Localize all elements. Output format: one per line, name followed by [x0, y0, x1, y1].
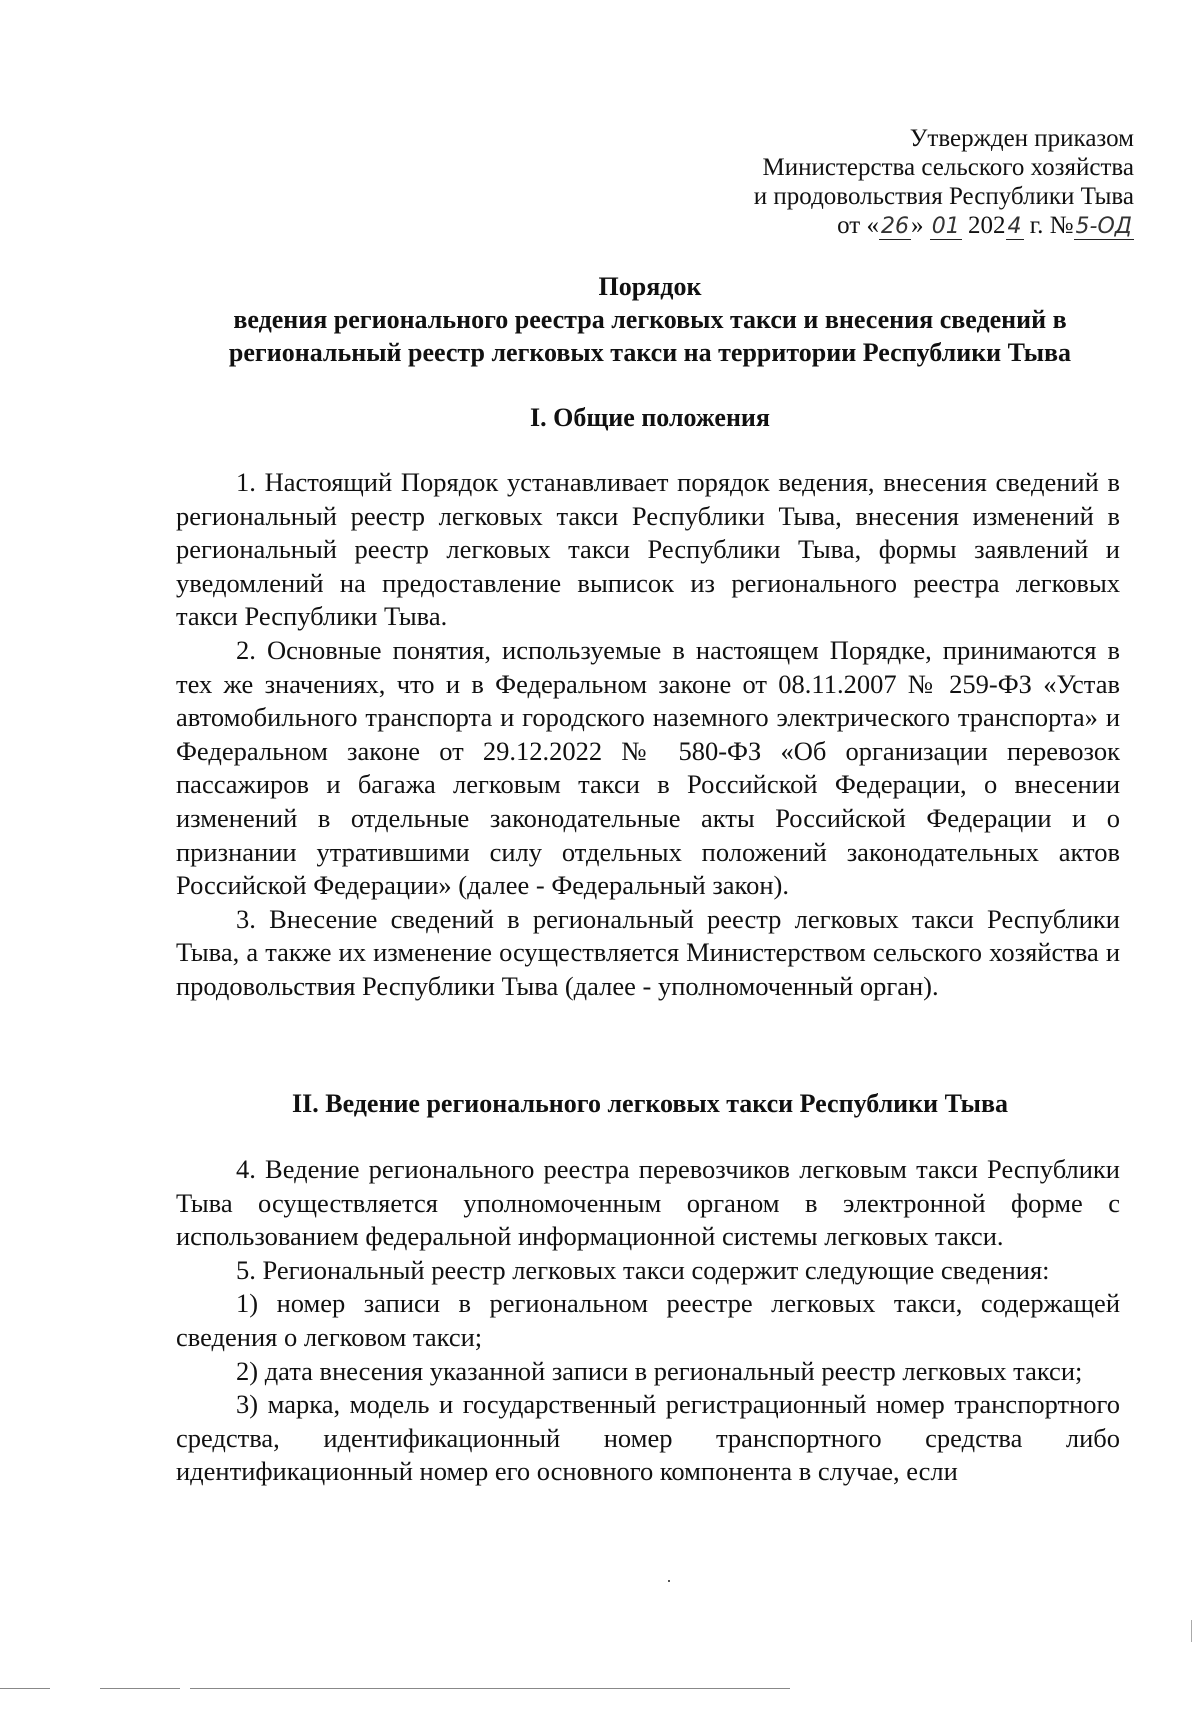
date-mid: »	[911, 212, 924, 239]
date-month: 01	[931, 214, 960, 239]
paragraph: 4. Ведение регионального реестра перевозчиков легковым такси Республики Тыва осуществляется уполномоченным органом в электронной форме с использованием федеральной информационной системы легковых такси.	[176, 1154, 1120, 1252]
paragraph: 3. Внесение сведений в региональный реестр легковых такси Республики Тыва, а также их изменение осуществляется Министерством сельского хозяйства и продовольствия Республики Тыва (далее - уполномоченный орган).	[176, 903, 1120, 1001]
year-suffix: 4	[1007, 214, 1022, 239]
document-title	[150, 270, 1150, 369]
title-line-1: Порядок	[598, 272, 702, 301]
title-line-3: региональный реестр легковых такси на территории Республики Тыва	[228, 338, 1072, 367]
date-day: 26	[881, 214, 909, 239]
approval-line-2: Министерства сельского хозяйства	[762, 154, 1134, 181]
scan-artifact	[190, 1688, 790, 1689]
title-line-2: ведения регионального реестра легковых такси и внесения сведений в	[233, 305, 1067, 334]
approval-line-1: Утвержден приказом	[909, 125, 1134, 152]
paragraph: 1) номер записи в региональном реестре легковых такси, содержащей сведения о легковом такси;	[176, 1288, 1120, 1352]
section-1-body	[176, 466, 1120, 1004]
paragraph: 5. Региональный реестр легковых такси содержит следующие сведения:	[236, 1254, 1050, 1285]
section-2-body	[176, 1153, 1120, 1489]
year-prefix: 202	[968, 212, 1006, 239]
approval-line-3: и продовольствия Республики Тыва	[753, 183, 1134, 210]
paragraph: 2. Основные понятия, используемые в настоящем Порядке, принимаются в тех же значениях, что и в Федеральном законе от 08.11.2007 № 259-ФЗ «Устав автомобильного транспорта и городского наземного электрического транспорта» и Федеральном законе от 29.12.2022 № 580-ФЗ «Об организации перевозок пассажиров и багажа легковым такси в Российской Федерации, о внесении изменений в отдельные законодательные акты Российской Федерации и о признании утратившими силу отдельных положений законодательных актов Российской Федерации» (далее - Федеральный закон).	[176, 634, 1120, 901]
paragraph: 3) марка, модель и государственный регистрационный номер транспортного средства, идентификационный номер транспортного средства либо идентификационный номер его основного компонента в случае, если	[176, 1389, 1120, 1487]
year-unit: г. №	[1029, 212, 1074, 239]
scan-artifact	[0, 1688, 50, 1689]
scan-dot	[668, 1580, 670, 1582]
scan-artifact	[1191, 1620, 1192, 1642]
paragraph: 1. Настоящий Порядок устанавливает порядок ведения, внесения сведений в региональный реестр легковых такси Республики Тыва, внесения изменений в региональный реестр легковых такси Республики Тыва, формы заявлений и уведомлений на предоставление выписок из регионального реестра легковых такси Республики Тыва.	[176, 467, 1120, 632]
date-prefix: от «	[837, 212, 879, 239]
order-number: 5-ОД	[1075, 214, 1132, 239]
approval-stamp	[754, 124, 1134, 241]
paragraph: 2) дата внесения указанной записи в региональный реестр легковых такси;	[236, 1355, 1083, 1386]
section-2-heading: II. Ведение регионального легковых такси Республики Тыва	[292, 1089, 1008, 1118]
scan-artifact	[100, 1688, 180, 1689]
approval-date-line	[754, 211, 1134, 241]
section-1-heading: I. Общие положения	[530, 403, 770, 432]
